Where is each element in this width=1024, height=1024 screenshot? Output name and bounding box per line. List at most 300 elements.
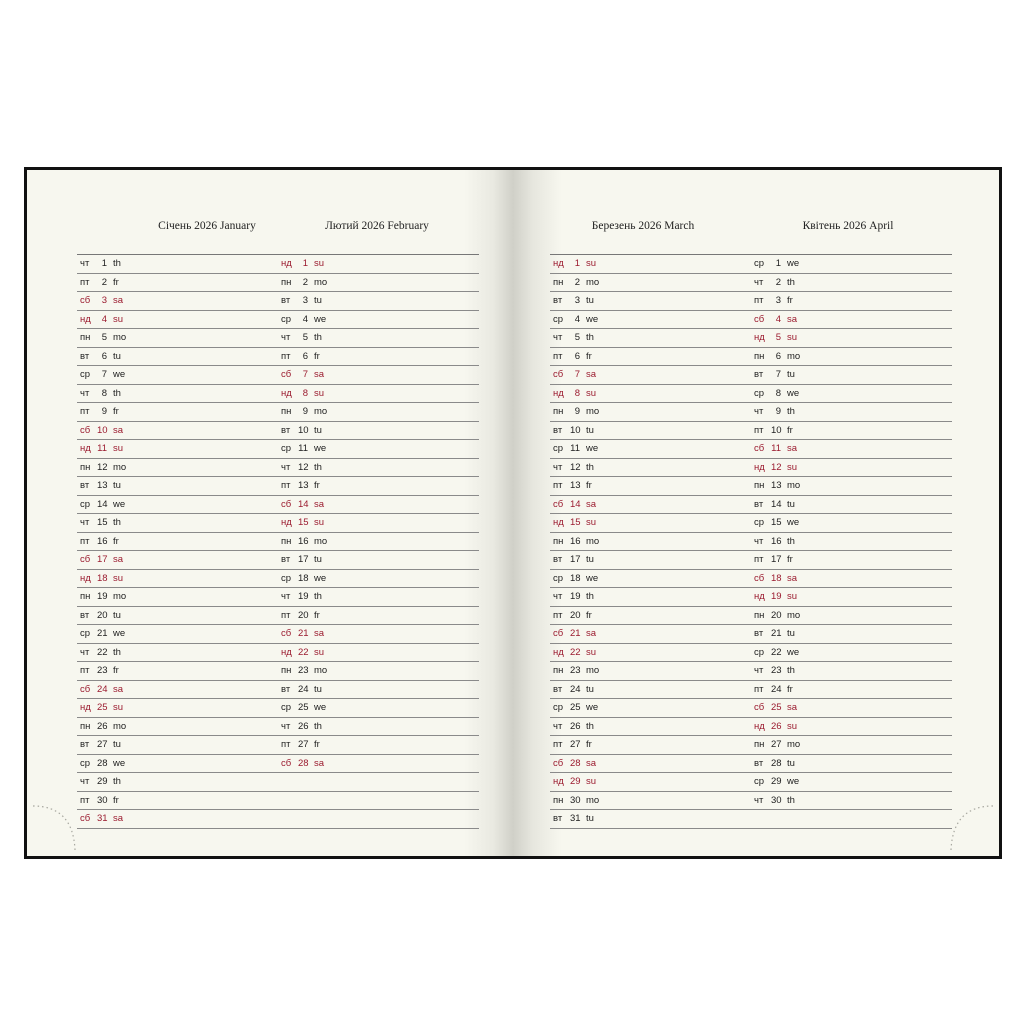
month-title-january: Січень 2026 January (158, 220, 256, 232)
day-number: 6 (775, 350, 781, 362)
weekday-ua: нд (553, 387, 564, 399)
weekday-en: sa (113, 295, 124, 306)
weekday-ua: вт (80, 480, 90, 491)
weekday-ua: чт (754, 535, 764, 547)
weekday-ua: вт (80, 609, 90, 621)
weekday-ua: чт (80, 646, 90, 658)
weekday-ua: ср (80, 369, 91, 380)
day-number: 5 (101, 332, 107, 343)
weekday-ua: вт (754, 757, 764, 769)
weekday-ua: чт (754, 276, 764, 288)
empty-row (751, 810, 952, 829)
weekday-en: we (113, 757, 126, 769)
weekday-ua: пн (754, 739, 765, 750)
weekday-ua: чт (281, 591, 291, 602)
day-row (278, 329, 479, 348)
weekday-en: tu (113, 350, 121, 362)
weekday-en: tu (113, 609, 121, 621)
day-number: 11 (771, 443, 781, 454)
weekday-en: tu (586, 554, 594, 565)
weekday-ua: пн (553, 665, 564, 676)
day-row (751, 292, 952, 311)
day-row (278, 607, 479, 626)
weekday-ua: вт (281, 424, 291, 436)
day-row (77, 329, 278, 348)
weekday-en: tu (787, 757, 795, 769)
weekday-en: fr (586, 609, 592, 621)
month-column-january (77, 254, 278, 829)
day-row (751, 385, 952, 404)
day-row (550, 366, 751, 385)
day-row (278, 551, 479, 570)
weekday-ua: сб (281, 369, 292, 380)
weekday-en: sa (586, 369, 597, 380)
weekday-ua: сб (754, 443, 765, 454)
day-row (278, 662, 479, 681)
day-number: 7 (101, 369, 107, 380)
day-number: 3 (302, 295, 308, 306)
weekday-ua: вт (281, 295, 291, 306)
day-row (77, 792, 278, 811)
day-number: 20 (97, 609, 108, 621)
weekday-en: we (113, 628, 126, 639)
day-number: 1 (574, 258, 580, 269)
day-number: 25 (570, 702, 581, 713)
day-number: 29 (97, 776, 108, 787)
day-number: 2 (574, 276, 580, 288)
day-number: 31 (97, 813, 108, 824)
day-number: 22 (771, 646, 782, 658)
day-number: 17 (97, 554, 108, 565)
weekday-ua: пн (281, 276, 292, 288)
weekday-en: su (113, 702, 124, 713)
weekday-ua: чт (553, 332, 563, 343)
day-number: 15 (298, 517, 309, 528)
day-row (278, 570, 479, 589)
day-row (278, 385, 479, 404)
day-number: 11 (97, 443, 107, 454)
weekday-en: mo (113, 332, 127, 343)
day-number: 5 (574, 332, 580, 343)
weekday-en: sa (314, 369, 325, 380)
weekday-ua: ср (80, 757, 91, 769)
weekday-en: tu (586, 295, 594, 306)
day-row (77, 570, 278, 589)
weekday-ua: пт (553, 480, 563, 491)
weekday-en: tu (314, 554, 322, 565)
weekday-ua: вт (754, 369, 764, 380)
weekday-ua: чт (80, 517, 90, 528)
day-row (77, 366, 278, 385)
weekday-en: fr (314, 609, 320, 621)
day-row (77, 385, 278, 404)
weekday-ua: пн (553, 794, 564, 806)
weekday-en: sa (586, 757, 597, 769)
weekday-ua: чт (754, 665, 764, 676)
day-number: 23 (298, 665, 309, 676)
day-row (77, 514, 278, 533)
day-number: 18 (97, 572, 108, 584)
day-row (550, 274, 751, 293)
weekday-en: th (586, 332, 594, 343)
weekday-en: mo (314, 665, 328, 676)
weekday-ua: нд (553, 646, 564, 658)
day-row (751, 588, 952, 607)
day-row (278, 496, 479, 515)
weekday-en: fr (787, 683, 793, 695)
day-row (550, 681, 751, 700)
weekday-en: we (586, 572, 599, 584)
day-number: 30 (570, 794, 581, 806)
day-row (550, 496, 751, 515)
day-number: 11 (570, 443, 580, 454)
day-number: 8 (101, 387, 107, 399)
dotted-corner-arc-icon (33, 804, 77, 852)
day-number: 12 (771, 461, 782, 473)
day-row (278, 348, 479, 367)
day-row (77, 681, 278, 700)
day-number: 27 (771, 739, 782, 750)
weekday-en: tu (787, 628, 795, 639)
weekday-ua: пт (281, 480, 291, 491)
day-row (77, 699, 278, 718)
day-number: 14 (298, 498, 309, 510)
weekday-en: mo (787, 480, 801, 491)
day-row (550, 385, 751, 404)
weekday-ua: сб (553, 498, 564, 510)
day-number: 13 (298, 480, 309, 491)
weekday-ua: пт (754, 683, 764, 695)
weekday-ua: вт (553, 683, 563, 695)
day-row (550, 514, 751, 533)
weekday-en: su (314, 258, 325, 269)
day-row (278, 718, 479, 737)
weekday-en: fr (586, 350, 592, 362)
day-number: 19 (97, 591, 108, 602)
weekday-ua: пт (754, 295, 764, 306)
day-number: 9 (775, 406, 781, 417)
weekday-en: we (314, 443, 327, 454)
right-page (513, 170, 999, 856)
weekday-en: th (314, 332, 322, 343)
day-row (77, 274, 278, 293)
weekday-en: sa (314, 757, 325, 769)
month-column-february (278, 254, 479, 829)
weekday-ua: ср (553, 702, 564, 713)
day-number: 25 (97, 702, 108, 713)
day-row (751, 773, 952, 792)
weekday-en: sa (314, 628, 325, 639)
day-number: 6 (302, 350, 308, 362)
weekday-en: th (586, 720, 594, 732)
day-row (550, 662, 751, 681)
day-row (550, 477, 751, 496)
weekday-ua: ср (80, 628, 91, 639)
day-row (550, 533, 751, 552)
day-row (550, 570, 751, 589)
weekday-en: we (787, 258, 800, 269)
day-number: 13 (570, 480, 581, 491)
day-number: 18 (570, 572, 581, 584)
day-number: 11 (298, 443, 308, 454)
day-row (751, 348, 952, 367)
weekday-ua: пн (80, 720, 91, 732)
weekday-ua: пн (553, 406, 564, 417)
weekday-en: su (787, 332, 798, 343)
day-number: 27 (570, 739, 581, 750)
weekday-en: mo (113, 461, 127, 473)
day-row (751, 311, 952, 330)
day-row (77, 644, 278, 663)
weekday-ua: ср (754, 776, 765, 787)
day-row (751, 625, 952, 644)
day-number: 22 (570, 646, 581, 658)
day-row (550, 403, 751, 422)
day-row (751, 681, 952, 700)
day-row (77, 533, 278, 552)
day-row (77, 292, 278, 311)
weekday-ua: нд (281, 387, 292, 399)
day-row (550, 329, 751, 348)
day-row (550, 607, 751, 626)
weekday-ua: вт (553, 295, 563, 306)
day-number: 2 (101, 276, 107, 288)
weekday-ua: вт (281, 683, 291, 695)
weekday-en: fr (314, 739, 320, 750)
weekday-en: fr (314, 350, 320, 362)
weekday-en: th (586, 461, 594, 473)
day-number: 26 (97, 720, 108, 732)
day-row (278, 477, 479, 496)
day-number: 23 (570, 665, 581, 676)
weekday-en: sa (787, 443, 798, 454)
weekday-en: su (787, 720, 798, 732)
weekday-en: th (586, 591, 594, 602)
day-row (278, 514, 479, 533)
day-number: 20 (771, 609, 782, 621)
day-number: 14 (570, 498, 581, 510)
weekday-ua: чт (80, 258, 90, 269)
day-row (751, 255, 952, 274)
day-number: 16 (771, 535, 782, 547)
day-number: 6 (101, 350, 107, 362)
month-title-february: Лютий 2026 February (325, 220, 429, 232)
weekday-en: mo (787, 350, 801, 362)
weekday-en: th (113, 776, 121, 787)
day-row (751, 718, 952, 737)
day-number: 15 (771, 517, 782, 528)
day-row (278, 625, 479, 644)
weekday-en: we (787, 517, 800, 528)
weekday-en: su (586, 646, 597, 658)
weekday-ua: ср (553, 313, 564, 325)
weekday-ua: вт (80, 350, 90, 362)
dotted-corner-arc-icon (949, 804, 993, 852)
day-row (77, 588, 278, 607)
weekday-ua: сб (553, 628, 564, 639)
weekday-ua: ср (553, 443, 564, 454)
empty-row (278, 810, 479, 829)
weekday-ua: нд (80, 443, 91, 454)
day-number: 25 (771, 702, 782, 713)
weekday-ua: сб (553, 369, 564, 380)
weekday-ua: ср (754, 646, 765, 658)
day-row (751, 274, 952, 293)
day-number: 26 (771, 720, 782, 732)
day-number: 7 (574, 369, 580, 380)
day-row (278, 403, 479, 422)
day-number: 17 (298, 554, 309, 565)
day-number: 8 (302, 387, 308, 399)
weekday-ua: вт (754, 498, 764, 510)
weekday-ua: пн (80, 591, 91, 602)
weekday-en: tu (586, 424, 594, 436)
day-number: 22 (97, 646, 108, 658)
day-number: 7 (775, 369, 781, 380)
weekday-ua: чт (80, 776, 90, 787)
weekday-en: th (113, 517, 121, 528)
day-row (751, 736, 952, 755)
weekday-en: mo (586, 406, 600, 417)
day-row (278, 440, 479, 459)
day-number: 20 (570, 609, 581, 621)
day-row (751, 459, 952, 478)
weekday-ua: чт (553, 720, 563, 732)
day-number: 15 (97, 517, 108, 528)
weekday-en: fr (586, 480, 592, 491)
month-title-march: Березень 2026 March (591, 220, 695, 232)
day-row (751, 440, 952, 459)
day-number: 27 (298, 739, 309, 750)
weekday-en: sa (113, 683, 124, 695)
day-number: 23 (97, 665, 108, 676)
weekday-ua: нд (281, 258, 292, 269)
day-row (77, 311, 278, 330)
day-row (550, 588, 751, 607)
day-row (278, 533, 479, 552)
weekday-en: fr (787, 554, 793, 565)
day-number: 7 (302, 369, 308, 380)
weekday-en: th (787, 276, 795, 288)
day-number: 2 (302, 276, 308, 288)
weekday-en: su (314, 517, 325, 528)
weekday-ua: вт (754, 628, 764, 639)
weekday-ua: сб (80, 683, 91, 695)
day-row (278, 755, 479, 774)
weekday-ua: нд (281, 517, 292, 528)
weekday-en: mo (314, 406, 328, 417)
day-row (751, 477, 952, 496)
weekday-en: mo (586, 276, 600, 288)
weekday-en: su (314, 646, 325, 658)
weekday-ua: чт (754, 794, 764, 806)
planner-spread (24, 167, 1002, 859)
day-row (751, 644, 952, 663)
day-row (550, 459, 751, 478)
day-number: 9 (101, 406, 107, 417)
weekday-en: mo (314, 276, 328, 288)
day-row (751, 329, 952, 348)
weekday-ua: сб (754, 702, 765, 713)
weekday-en: sa (113, 554, 124, 565)
day-number: 30 (97, 794, 108, 806)
month-title-april: Квітень 2026 April (802, 220, 894, 232)
weekday-ua: сб (80, 554, 91, 565)
day-number: 1 (101, 258, 107, 269)
day-number: 14 (771, 498, 782, 510)
weekday-en: tu (314, 683, 322, 695)
weekday-en: mo (787, 739, 801, 750)
weekday-ua: чт (754, 406, 764, 417)
day-row (751, 496, 952, 515)
weekday-en: tu (314, 295, 322, 306)
day-row (751, 570, 952, 589)
day-row (77, 718, 278, 737)
day-row (278, 292, 479, 311)
day-row (77, 755, 278, 774)
weekday-en: sa (314, 498, 325, 510)
day-row (77, 736, 278, 755)
weekday-en: sa (787, 702, 798, 713)
day-row (278, 366, 479, 385)
weekday-ua: пт (281, 739, 291, 750)
day-number: 21 (570, 628, 581, 639)
weekday-ua: ср (754, 258, 765, 269)
weekday-ua: пн (281, 535, 292, 547)
weekday-ua: сб (281, 628, 292, 639)
day-row (751, 792, 952, 811)
weekday-en: fr (586, 739, 592, 750)
day-number: 28 (298, 757, 309, 769)
day-number: 12 (570, 461, 581, 473)
weekday-ua: пт (281, 609, 291, 621)
weekday-ua: чт (281, 332, 291, 343)
weekday-ua: пт (80, 535, 90, 547)
weekday-en: tu (314, 424, 322, 436)
weekday-en: su (113, 443, 124, 454)
day-row (751, 607, 952, 626)
day-number: 5 (775, 332, 781, 343)
day-row (77, 810, 278, 829)
weekday-ua: пн (281, 406, 292, 417)
weekday-ua: пн (281, 665, 292, 676)
day-number: 28 (97, 757, 108, 769)
weekday-ua: нд (553, 517, 564, 528)
day-row (550, 792, 751, 811)
weekday-en: th (787, 535, 795, 547)
weekday-en: th (314, 591, 322, 602)
day-row (550, 348, 751, 367)
day-number: 4 (101, 313, 107, 325)
weekday-ua: нд (80, 702, 91, 713)
weekday-en: fr (113, 406, 119, 417)
day-row (751, 755, 952, 774)
weekday-en: fr (113, 276, 119, 288)
weekday-ua: ср (553, 572, 564, 584)
day-number: 8 (574, 387, 580, 399)
weekday-en: th (113, 387, 121, 399)
day-row (278, 681, 479, 700)
day-number: 13 (771, 480, 782, 491)
day-number: 3 (775, 295, 781, 306)
weekday-ua: вт (553, 424, 563, 436)
day-row (77, 662, 278, 681)
day-number: 13 (97, 480, 108, 491)
day-row (77, 773, 278, 792)
weekday-ua: сб (553, 757, 564, 769)
weekday-ua: ср (281, 702, 292, 713)
weekday-ua: сб (754, 572, 765, 584)
